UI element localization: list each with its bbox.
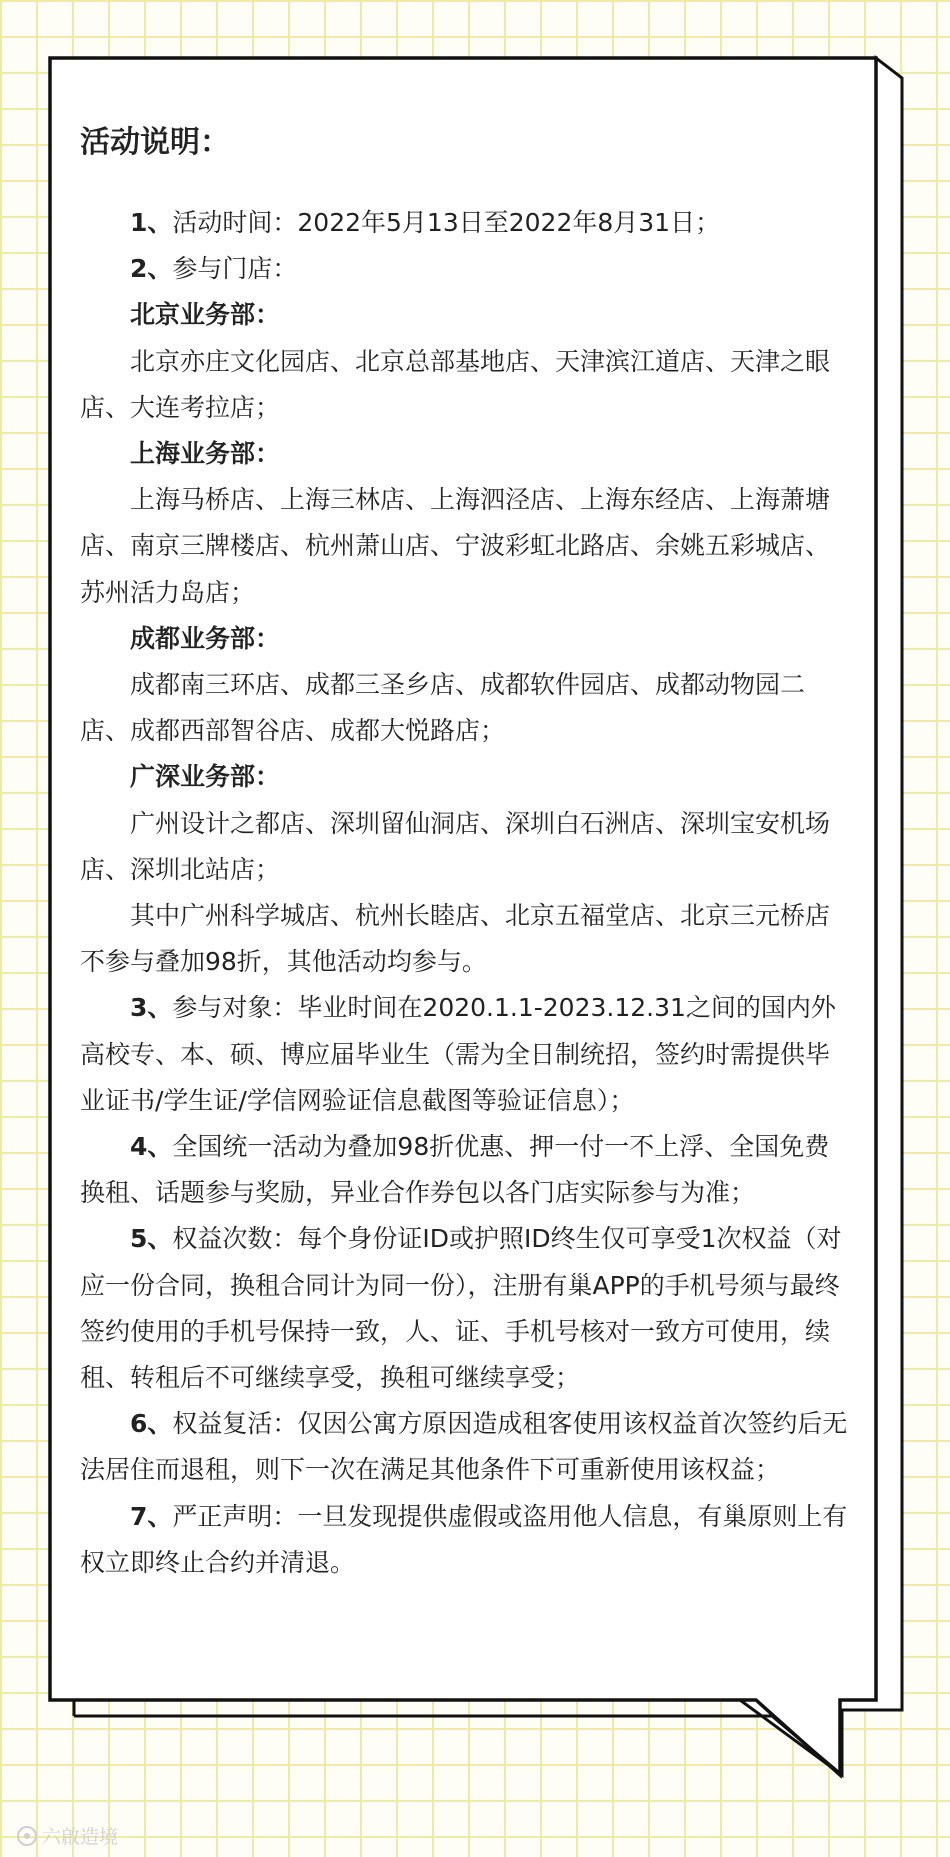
item-5-num: 5、 — [130, 1224, 173, 1254]
item-4-text: 全国统一活动为叠加98折优惠、押一付一不上浮、全国免费换租、话题参与奖励，异业合作券包以各门店实际参与为准； — [80, 1132, 830, 1208]
watermark-logo-icon — [16, 1825, 38, 1847]
excluded-stores-note: 其中广州科学城店、杭州长睦店、北京五福堂店、北京三元桥店不参与叠加98折，其他活动均参与。 — [80, 901, 831, 977]
item-2 — [80, 246, 850, 292]
item-7 — [80, 1494, 850, 1586]
item-5 — [80, 1216, 850, 1401]
item-1-num: 1、 — [130, 208, 173, 237]
watermark-text: 六啟造境 — [42, 1826, 119, 1848]
item-3-num: 3、 — [130, 993, 173, 1023]
item-6-num: 6、 — [130, 1409, 173, 1439]
activity-description — [80, 120, 850, 1586]
item-1 — [80, 200, 850, 246]
item-7-num: 7、 — [130, 1501, 173, 1531]
beijing-stores: 北京亦庄文化园店、北京总部基地店、天津滨江道店、天津之眼店、大连考拉店； — [80, 346, 831, 422]
item-7-text: 严正声明：一旦发现提供虚假或盗用他人信息，有巢原则上有权立即终止合约并清退。 — [80, 1501, 848, 1577]
shanghai-stores: 上海马桥店、上海三林店、上海泗泾店、上海东经店、上海萧塘店、南京三牌楼店、杭州萧山店、宁波彩虹北路店、余姚五彩城店、苏州活力岛店； — [80, 485, 831, 607]
watermark — [16, 1822, 118, 1849]
item-3 — [80, 985, 850, 1124]
item-2-text: 参与门店： — [172, 254, 298, 284]
guangshen-stores: 广州设计之都店、深圳留仙洞店、深圳白石洲店、深圳宝安机场店、深圳北站店； — [80, 808, 831, 884]
guangshen-heading: 广深业务部： — [130, 762, 281, 792]
chengdu-stores: 成都南三环店、成都三圣乡店、成都软件园店、成都动物园二店、成都西部智谷店、成都大悦路店； — [80, 670, 806, 746]
beijing-heading: 北京业务部： — [130, 300, 281, 330]
item-2-num: 2、 — [130, 254, 173, 284]
item-1-text: 活动时间：2022年5月13日至2022年8月31日； — [172, 208, 721, 237]
item-4 — [80, 1124, 850, 1216]
chengdu-heading: 成都业务部： — [130, 623, 281, 653]
item-6-text: 权益复活：仅因公寓方原因造成租客使用该权益首次签约后无法居住而退租，则下一次在满足其他条件下可重新使用该权益； — [80, 1409, 848, 1485]
item-5-text: 权益次数：每个身份证ID或护照ID终生仅可享受1次权益（对应一份合同，换租合同计为同一份），注册有巢APP的手机号须与最终签约使用的手机号保持一致，人、证、手机号核对一致方可使用，续租、转租后不可继续享受，换租可继续享受； — [80, 1224, 842, 1393]
item-4-num: 4、 — [130, 1132, 173, 1162]
shanghai-heading: 上海业务部： — [130, 439, 281, 469]
page-title: 活动说明： — [80, 125, 230, 160]
item-3-text: 参与对象：毕业时间在2020.1.1-2023.12.31之间的国内外高校专、本、硕、博应届毕业生（需为全日制统招，签约时需提供毕业证书/学生证/学信网验证信息截图等验证信息）； — [80, 993, 836, 1115]
item-6 — [80, 1401, 850, 1493]
